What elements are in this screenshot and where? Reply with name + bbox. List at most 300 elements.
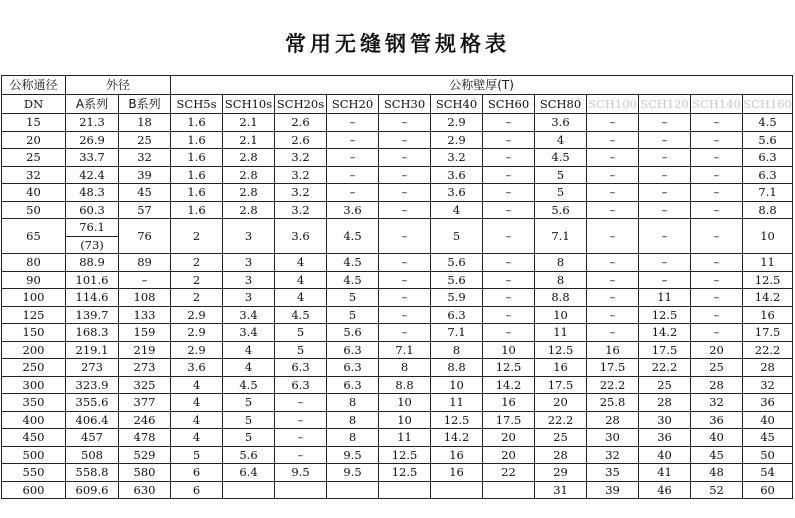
cell-wall-thickness: – [691,254,743,272]
cell-wall-thickness: 10 [483,341,535,359]
cell-wall-thickness: 17.5 [639,341,691,359]
cell-wall-thickness: 22.2 [535,411,587,429]
cell-wall-thickness: 4 [223,341,275,359]
cell-dn: 250 [2,359,66,377]
cell-wall-thickness: 9.5 [275,464,327,482]
header-wall-group: 公称壁厚(T) [171,76,793,95]
cell-wall-thickness: – [639,271,691,289]
cell-wall-thickness: 25.8 [587,394,639,412]
cell-wall-thickness: 8 [535,254,587,272]
cell-wall-thickness: 5 [327,306,379,324]
cell-wall-thickness: 2.9 [171,324,223,342]
cell-wall-thickness: 8.8 [743,201,793,219]
cell-wall-thickness: 6.3 [743,149,793,167]
cell-wall-thickness: 5.9 [431,289,483,307]
cell-wall-thickness: 16 [483,394,535,412]
cell-series-a: 273 [66,359,119,377]
cell-wall-thickness: 54 [743,464,793,482]
cell-wall-thickness: – [379,166,431,184]
cell-wall-thickness: – [379,254,431,272]
cell-wall-thickness: 12.5 [743,271,793,289]
cell-wall-thickness: 5 [223,394,275,412]
cell-wall-thickness: 12.5 [483,359,535,377]
cell-wall-thickness: 2 [171,271,223,289]
cell-wall-thickness: 28 [535,446,587,464]
header-series-a: A系列 [66,95,119,114]
cell-series-a: 355.6 [66,394,119,412]
cell-wall-thickness: 2.9 [431,131,483,149]
page-title: 常用无缝钢管规格表 [285,32,510,56]
cell-wall-thickness: 6.3 [275,376,327,394]
cell-wall-thickness: 11 [743,254,793,272]
cell-dn: 600 [2,481,66,499]
cell-wall-thickness: – [691,289,743,307]
cell-wall-thickness: – [379,219,431,254]
cell-series-b: 108 [119,289,171,307]
cell-wall-thickness: 6.3 [327,376,379,394]
cell-wall-thickness: – [639,184,691,202]
cell-dn: 65 [2,219,66,254]
cell-wall-thickness [483,481,535,499]
cell-wall-thickness: 3.6 [431,166,483,184]
table-row [2,481,793,499]
cell-wall-thickness: 25 [639,376,691,394]
header-dn-group: 公称通径 [2,76,66,95]
cell-wall-thickness: 3.2 [275,166,327,184]
cell-wall-thickness: 12.5 [535,341,587,359]
cell-wall-thickness: – [483,114,535,132]
cell-wall-thickness: 2.9 [171,341,223,359]
header-schedule: SCH10s [223,95,275,114]
cell-series-b: 219 [119,341,171,359]
header-od-group: 外径 [66,76,171,95]
cell-wall-thickness: 6.3 [327,359,379,377]
cell-wall-thickness: 5.6 [431,271,483,289]
cell-series-a: 26.9 [66,131,119,149]
cell-wall-thickness: 4 [223,359,275,377]
cell-series-a: 558.8 [66,464,119,482]
cell-wall-thickness: 14.2 [483,376,535,394]
cell-wall-thickness: 22.2 [743,341,793,359]
table-row [2,376,793,394]
cell-series-a-alt: (73) [80,237,104,252]
cell-wall-thickness: 40 [691,429,743,447]
table-row [2,201,793,219]
table-row [2,289,793,307]
cell-wall-thickness: – [275,429,327,447]
cell-wall-thickness: 17.5 [535,376,587,394]
cell-wall-thickness: – [587,289,639,307]
cell-series-b: 32 [119,149,171,167]
cell-wall-thickness: 31 [535,481,587,499]
cell-wall-thickness: 3.2 [275,184,327,202]
cell-series-a: 168.3 [66,324,119,342]
cell-wall-thickness: – [483,306,535,324]
cell-wall-thickness: 4.5 [327,271,379,289]
header-row-columns [2,95,793,114]
table-row [2,324,793,342]
header-schedule: SCH100 [587,95,639,114]
table-row [2,306,793,324]
cell-wall-thickness: 7.1 [535,219,587,254]
cell-wall-thickness: 17.5 [743,324,793,342]
cell-wall-thickness: 17.5 [483,411,535,429]
cell-wall-thickness: 3.6 [327,201,379,219]
cell-wall-thickness: 2.8 [223,184,275,202]
cell-series-a: 457 [66,429,119,447]
cell-wall-thickness: – [639,201,691,219]
cell-wall-thickness: – [275,394,327,412]
cell-wall-thickness: – [327,184,379,202]
cell-wall-thickness: – [327,166,379,184]
cell-series-b: 133 [119,306,171,324]
cell-wall-thickness: 3 [223,219,275,254]
cell-wall-thickness: 3.6 [275,219,327,254]
header-row-group [2,76,793,95]
cell-wall-thickness: 10 [379,394,431,412]
cell-dn: 15 [2,114,66,132]
cell-wall-thickness: 20 [535,394,587,412]
cell-wall-thickness: 16 [431,446,483,464]
cell-wall-thickness: – [587,131,639,149]
cell-wall-thickness: – [483,184,535,202]
table-row [2,394,793,412]
cell-wall-thickness: 36 [639,429,691,447]
header-schedule: SCH60 [483,95,535,114]
cell-wall-thickness: 4.5 [223,376,275,394]
cell-wall-thickness: – [691,149,743,167]
cell-wall-thickness: 3.6 [431,184,483,202]
cell-wall-thickness: 2.8 [223,149,275,167]
cell-wall-thickness: – [587,254,639,272]
cell-wall-thickness: 3.2 [275,201,327,219]
cell-wall-thickness [275,481,327,499]
cell-wall-thickness: 5.6 [223,446,275,464]
cell-wall-thickness: 5 [223,411,275,429]
cell-wall-thickness: – [587,324,639,342]
cell-dn: 90 [2,271,66,289]
cell-wall-thickness: – [639,149,691,167]
cell-series-a: 42.4 [66,166,119,184]
cell-wall-thickness: 5 [223,429,275,447]
cell-wall-thickness: 8 [327,429,379,447]
cell-wall-thickness: – [587,114,639,132]
cell-wall-thickness: 4 [171,411,223,429]
cell-wall-thickness: 1.6 [171,166,223,184]
cell-wall-thickness: 1.6 [171,201,223,219]
cell-wall-thickness: 32 [587,446,639,464]
cell-series-a: 609.6 [66,481,119,499]
cell-series-a: 219.1 [66,341,119,359]
header-schedule: SCH40 [431,95,483,114]
pipe-spec-table [1,75,793,499]
cell-wall-thickness: – [691,271,743,289]
cell-wall-thickness: 30 [587,429,639,447]
cell-series-b: 580 [119,464,171,482]
cell-wall-thickness: – [379,271,431,289]
cell-wall-thickness: – [483,219,535,254]
cell-wall-thickness: 12.5 [431,411,483,429]
cell-wall-thickness: 45 [691,446,743,464]
cell-wall-thickness: 16 [431,464,483,482]
cell-wall-thickness: 5.6 [743,131,793,149]
cell-wall-thickness: – [691,131,743,149]
cell-wall-thickness: 4 [171,376,223,394]
cell-wall-thickness: 4 [431,201,483,219]
cell-wall-thickness: 8.8 [379,376,431,394]
cell-wall-thickness: 25 [535,429,587,447]
cell-dn: 125 [2,306,66,324]
cell-wall-thickness: 40 [743,411,793,429]
cell-series-b: 39 [119,166,171,184]
cell-dn: 100 [2,289,66,307]
cell-wall-thickness: – [379,114,431,132]
cell-wall-thickness: – [327,114,379,132]
cell-wall-thickness: 16 [587,341,639,359]
table-row [2,411,793,429]
cell-series-a: 323.9 [66,376,119,394]
cell-wall-thickness: 6.4 [223,464,275,482]
cell-wall-thickness: 3 [223,289,275,307]
cell-wall-thickness: 28 [743,359,793,377]
cell-wall-thickness: 2 [171,219,223,254]
cell-wall-thickness: 32 [743,376,793,394]
cell-series-a-primary: 76.1 [66,219,118,237]
cell-wall-thickness: 4.5 [327,254,379,272]
cell-series-b: 159 [119,324,171,342]
cell-wall-thickness: 9.5 [327,446,379,464]
cell-wall-thickness: 1.6 [171,184,223,202]
cell-dn: 80 [2,254,66,272]
cell-series-a: 33.7 [66,149,119,167]
cell-dn: 25 [2,149,66,167]
cell-wall-thickness: 16 [535,359,587,377]
cell-series-b: 25 [119,131,171,149]
table-row [2,271,793,289]
cell-wall-thickness: 16 [743,306,793,324]
cell-wall-thickness: 6 [171,481,223,499]
cell-wall-thickness: 1.6 [171,114,223,132]
cell-series-a: 48.3 [66,184,119,202]
cell-wall-thickness: 3.2 [275,149,327,167]
cell-wall-thickness: – [691,184,743,202]
cell-dn: 300 [2,376,66,394]
cell-wall-thickness: 11 [535,324,587,342]
cell-wall-thickness: 10 [431,376,483,394]
cell-series-b: 630 [119,481,171,499]
cell-dn: 550 [2,464,66,482]
header-dn: DN [2,95,66,114]
cell-wall-thickness: 8 [327,394,379,412]
cell-wall-thickness: – [691,201,743,219]
cell-wall-thickness: 2 [171,254,223,272]
cell-series-b: 273 [119,359,171,377]
cell-wall-thickness: 11 [639,289,691,307]
header-schedule: SCH30 [379,95,431,114]
cell-wall-thickness: – [327,149,379,167]
cell-wall-thickness: – [379,184,431,202]
cell-wall-thickness: – [483,324,535,342]
cell-wall-thickness: 3.6 [171,359,223,377]
header-series-b: B系列 [119,95,171,114]
cell-wall-thickness: 2.8 [223,201,275,219]
table-row [2,166,793,184]
cell-dn: 350 [2,394,66,412]
cell-wall-thickness: 20 [691,341,743,359]
cell-wall-thickness: 60 [743,481,793,499]
cell-wall-thickness: 3.4 [223,306,275,324]
header-schedule: SCH20s [275,95,327,114]
cell-wall-thickness: – [379,201,431,219]
cell-wall-thickness: – [379,306,431,324]
cell-wall-thickness: 50 [743,446,793,464]
cell-wall-thickness: – [691,166,743,184]
cell-wall-thickness: – [275,446,327,464]
header-schedule: SCH5s [171,95,223,114]
cell-wall-thickness: 20 [483,429,535,447]
cell-wall-thickness: – [483,166,535,184]
cell-wall-thickness: 4.5 [327,219,379,254]
cell-wall-thickness: 25 [691,359,743,377]
cell-wall-thickness: 5.6 [431,254,483,272]
cell-wall-thickness: 22 [483,464,535,482]
cell-wall-thickness: – [639,166,691,184]
cell-wall-thickness: 6.3 [327,341,379,359]
cell-wall-thickness: – [483,131,535,149]
cell-series-a: 88.9 [66,254,119,272]
cell-wall-thickness: 8 [327,411,379,429]
header-schedule: SCH120 [639,95,691,114]
cell-wall-thickness: 6.3 [275,359,327,377]
cell-dn: 40 [2,184,66,202]
cell-wall-thickness: 28 [587,411,639,429]
cell-wall-thickness: 4 [535,131,587,149]
cell-wall-thickness: – [275,411,327,429]
cell-wall-thickness: – [691,114,743,132]
cell-wall-thickness: 12.5 [379,446,431,464]
cell-wall-thickness: 14.2 [743,289,793,307]
cell-wall-thickness: 3.2 [431,149,483,167]
cell-series-a: 406.4 [66,411,119,429]
cell-wall-thickness: 6 [171,464,223,482]
cell-wall-thickness: 2.1 [223,114,275,132]
cell-wall-thickness: – [327,131,379,149]
cell-wall-thickness: 5 [171,446,223,464]
cell-wall-thickness: 5 [535,166,587,184]
cell-wall-thickness: 3.4 [223,324,275,342]
cell-series-a: 114.6 [66,289,119,307]
cell-wall-thickness: – [587,149,639,167]
table-row [2,429,793,447]
cell-wall-thickness: 4.5 [275,306,327,324]
cell-wall-thickness: – [587,306,639,324]
cell-wall-thickness: 52 [691,481,743,499]
table-row [2,254,793,272]
cell-wall-thickness: 7.1 [379,341,431,359]
cell-wall-thickness: 4.5 [535,149,587,167]
cell-wall-thickness: 4 [275,271,327,289]
cell-wall-thickness: – [639,114,691,132]
cell-wall-thickness: 17.5 [587,359,639,377]
cell-wall-thickness: 48 [691,464,743,482]
table-row [2,341,793,359]
cell-wall-thickness: 10 [379,411,431,429]
cell-series-b: 325 [119,376,171,394]
cell-wall-thickness: 40 [639,446,691,464]
cell-wall-thickness: 2.9 [171,306,223,324]
header-schedule: SCH20 [327,95,379,114]
table-row [2,131,793,149]
cell-dn: 400 [2,411,66,429]
header-schedule: SCH80 [535,95,587,114]
header-schedule: SCH160 [743,95,793,114]
cell-wall-thickness [223,481,275,499]
cell-wall-thickness: – [587,201,639,219]
cell-wall-thickness: 6.3 [431,306,483,324]
cell-wall-thickness: 2.6 [275,131,327,149]
cell-wall-thickness: 10 [743,219,793,254]
cell-wall-thickness: 1.6 [171,131,223,149]
cell-wall-thickness: – [587,184,639,202]
cell-wall-thickness: 35 [587,464,639,482]
cell-dn: 32 [2,166,66,184]
cell-wall-thickness [379,481,431,499]
cell-wall-thickness: 14.2 [431,429,483,447]
cell-wall-thickness: 12.5 [379,464,431,482]
cell-wall-thickness: 3 [223,254,275,272]
cell-wall-thickness: 6.3 [743,166,793,184]
cell-wall-thickness: 5 [431,219,483,254]
table-row [2,464,793,482]
cell-wall-thickness: – [639,254,691,272]
cell-wall-thickness: 7.1 [431,324,483,342]
cell-wall-thickness: 8 [535,271,587,289]
cell-wall-thickness: 2.8 [223,166,275,184]
cell-wall-thickness: 5.6 [535,201,587,219]
cell-wall-thickness: 20 [483,446,535,464]
cell-wall-thickness: – [483,289,535,307]
table-row [2,149,793,167]
cell-wall-thickness: – [691,219,743,254]
cell-wall-thickness: 5 [275,341,327,359]
cell-series-b: 246 [119,411,171,429]
cell-wall-thickness: 5.6 [327,324,379,342]
cell-wall-thickness: 5 [275,324,327,342]
cell-wall-thickness: 4 [171,394,223,412]
cell-dn: 500 [2,446,66,464]
cell-series-b: 89 [119,254,171,272]
cell-wall-thickness: 39 [587,481,639,499]
cell-series-a: 21.3 [66,114,119,132]
cell-wall-thickness: 36 [691,411,743,429]
cell-wall-thickness: 8 [431,341,483,359]
cell-wall-thickness: 22.2 [587,376,639,394]
cell-wall-thickness: – [379,324,431,342]
cell-wall-thickness: 3.6 [535,114,587,132]
cell-wall-thickness: – [483,271,535,289]
cell-series-a: 60.3 [66,201,119,219]
cell-wall-thickness: 12.5 [639,306,691,324]
cell-wall-thickness: 4 [171,429,223,447]
cell-wall-thickness: 22.2 [639,359,691,377]
cell-wall-thickness: – [483,149,535,167]
table-row [2,114,793,132]
cell-series-b: 529 [119,446,171,464]
cell-wall-thickness: 32 [691,394,743,412]
table-row [2,359,793,377]
cell-series-b: 76 [119,219,171,254]
cell-wall-thickness: 45 [743,429,793,447]
